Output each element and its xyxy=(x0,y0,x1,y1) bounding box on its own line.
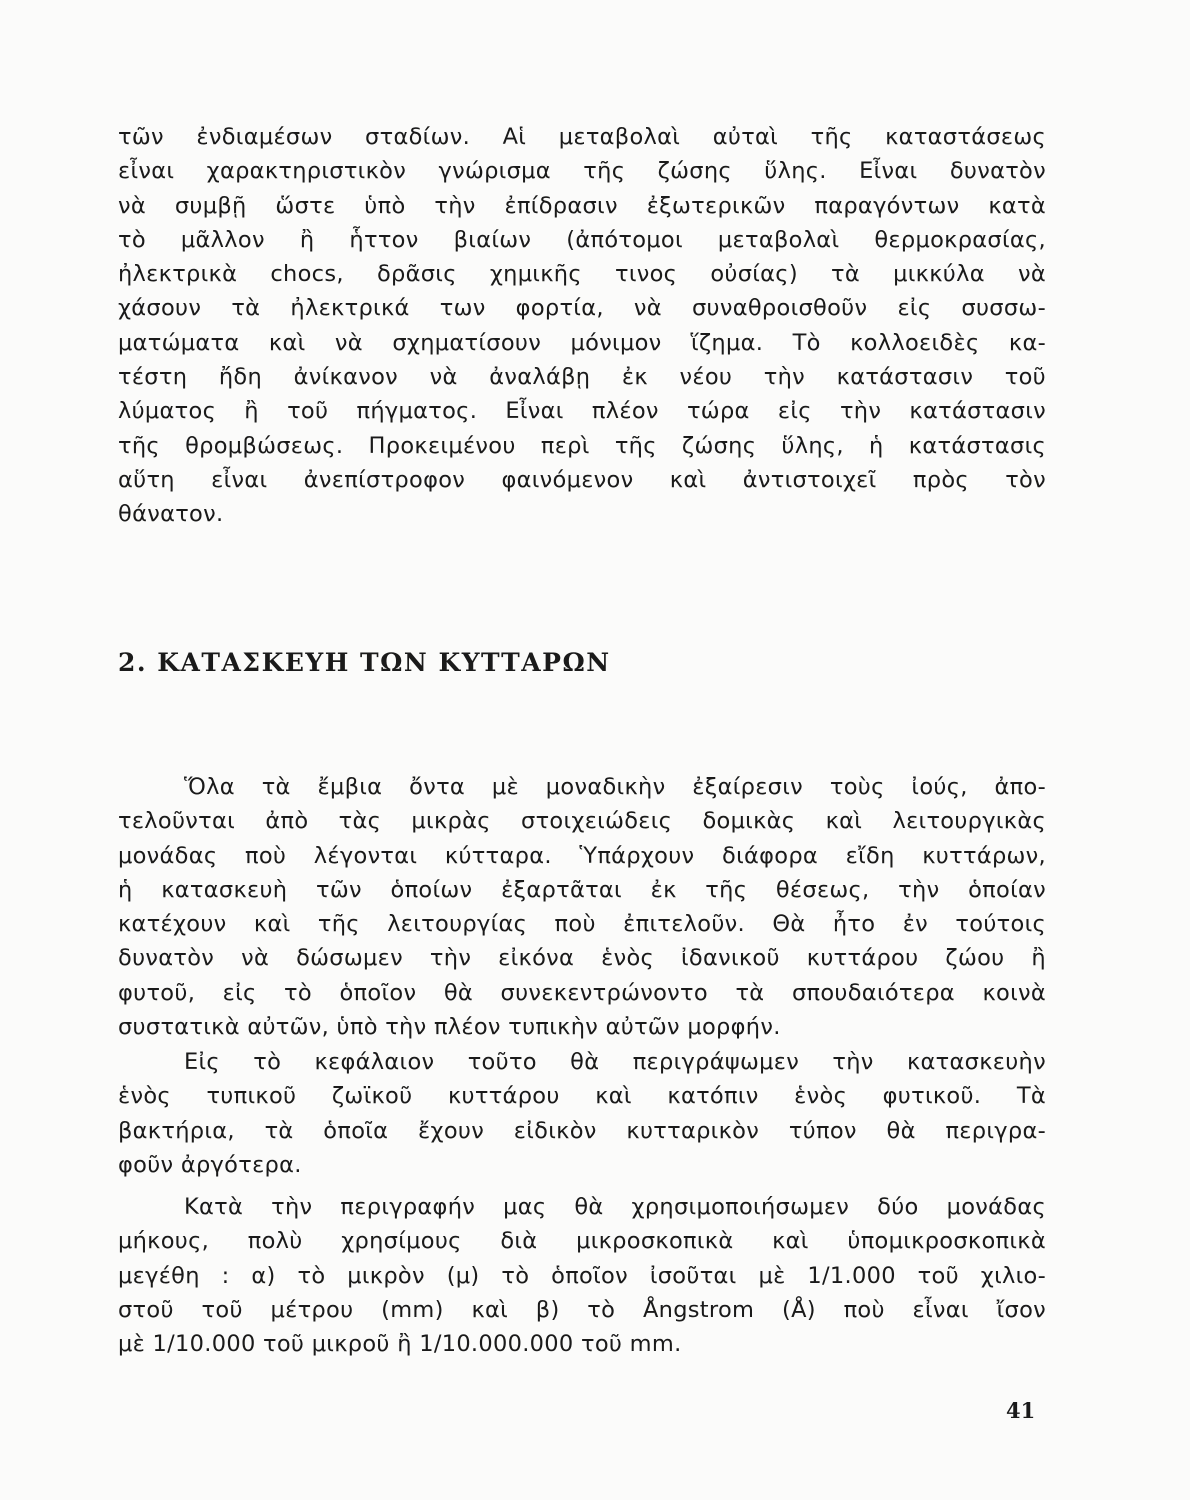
text-line: ἡ κατασκευὴ τῶν ὁποίων ἐξαρτᾶται ἐκ τῆς θέσεως, τὴν ὁποίαν xyxy=(118,876,1046,903)
text-line: μονάδας ποὺ λέγονται κύτταρα. Ὑπάρχουν διάφορα εἴδη κυττάρων, xyxy=(118,842,1046,869)
text-line: τῆς θρομβώσεως. Προκειμένου περὶ τῆς ζώσης ὕλης, ἡ κατάστασις xyxy=(118,432,1046,459)
text-line: τῶν ἐνδιαμέσων σταδίων. Αἱ μεταβολαὶ αὐταὶ τῆς καταστάσεως xyxy=(118,124,1046,150)
page-number: 41 xyxy=(1006,1398,1036,1423)
text-line: μήκους, πολὺ χρησίμους διὰ μικροσκοπικὰ καὶ ὑπομικροσκοπικὰ xyxy=(118,1228,1046,1255)
text-line: αὕτη εἶναι ἀνεπίστροφον φαινόμενον καὶ ἀντιστοιχεῖ πρὸς τὸν xyxy=(118,466,1046,493)
text-line: Εἰς τὸ κεφάλαιον τοῦτο θὰ περιγράψωμεν τὴν κατασκευὴν xyxy=(184,1049,1046,1075)
paragraph-2 xyxy=(118,1045,1046,1182)
text-line: λύματος ἢ τοῦ πήγματος. Εἶναι πλέον τώρα εἰς τὴν κατάστασιν xyxy=(118,398,1046,425)
paragraph-1 xyxy=(118,770,1046,1044)
text-line: ματώματα καὶ νὰ σχηματίσουν μόνιμον ἵζημα. Τὸ κολλοειδὲς κα- xyxy=(118,329,1046,356)
text-line: εἶναι χαρακτηριστικὸν γνώρισμα τῆς ζώσης ὕλης. Εἶναι δυνατὸν xyxy=(118,158,1046,185)
text-line: βακτήρια, τὰ ὁποῖα ἔχουν εἰδικὸν κυτταρικὸν τύπον θὰ περιγρα- xyxy=(118,1117,1046,1144)
text-line: φοῦν ἀργότερα. xyxy=(118,1151,302,1178)
text-line: Ὅλα τὰ ἔμβια ὄντα μὲ μοναδικὴν ἐξαίρεσιν τοὺς ἰούς, ἀπο- xyxy=(184,774,1046,800)
text-line: φυτοῦ, εἰς τὸ ὁποῖον θὰ συνεκεντρώνοντο τὰ σπουδαιότερα κοινὰ xyxy=(118,979,1046,1006)
text-line: τελοῦνται ἀπὸ τὰς μικρὰς στοιχειώδεις δομικὰς καὶ λειτουργικὰς xyxy=(118,808,1046,835)
text-line: στοῦ τοῦ μέτρου (mm) καὶ β) τὸ Ångstrom (Å) ποὺ εἶναι ἴσον xyxy=(118,1296,1046,1323)
text-line: τὸ μᾶλλον ἢ ἧττον βιαίων (ἀπότομοι μεταβολαὶ θερμοκρασίας, xyxy=(118,226,1046,253)
section-heading: 2. ΚΑΤΑΣΚΕΥΗ ΤΩΝ ΚΥΤΤΑΡΩΝ xyxy=(118,648,611,677)
text-line: μεγέθη : α) τὸ μικρὸν (μ) τὸ ὁποῖον ἰσοῦται μὲ 1/1.000 τοῦ χιλιο- xyxy=(118,1262,1046,1289)
text-line: Κατὰ τὴν περιγραφήν μας θὰ χρησιμοποιήσωμεν δύο μονάδας xyxy=(184,1194,1046,1220)
text-line: συστατικὰ αὐτῶν, ὑπὸ τὴν πλέον τυπικὴν αὐτῶν μορφήν. xyxy=(118,1014,781,1041)
text-line: κατέχουν καὶ τῆς λειτουργίας ποὺ ἐπιτελοῦν. Θὰ ἦτο ἐν τούτοις xyxy=(118,911,1046,938)
text-line: χάσουν τὰ ἠλεκτρικά των φορτία, νὰ συναθροισθοῦν εἰς συσσω- xyxy=(118,295,1046,322)
text-line: μὲ 1/10.000 τοῦ μικροῦ ἢ 1/10.000.000 τοῦ mm. xyxy=(118,1331,682,1358)
text-line: δυνατὸν νὰ δώσωμεν τὴν εἰκόνα ἑνὸς ἰδανικοῦ κυττάρου ζώου ἢ xyxy=(118,945,1046,972)
paragraph-3 xyxy=(118,1190,1046,1361)
text-line: νὰ συμβῇ ὥστε ὑπὸ τὴν ἐπίδρασιν ἐξωτερικῶν παραγόντων κατὰ xyxy=(118,192,1046,219)
text-line: τέστη ἤδη ἀνίκανον νὰ ἀναλάβῃ ἐκ νέου τὴν κατάστασιν τοῦ xyxy=(118,364,1046,391)
text-line: ἠλεκτρικὰ chocs, δρᾶσις χημικῆς τινος οὐσίας) τὰ μικκύλα νὰ xyxy=(118,261,1046,288)
top-paragraph xyxy=(118,120,1046,532)
text-line: ἑνὸς τυπικοῦ ζωϊκοῦ κυττάρου καὶ κατόπιν ἑνὸς φυτικοῦ. Τὰ xyxy=(118,1083,1046,1110)
text-line: θάνατον. xyxy=(118,501,224,528)
